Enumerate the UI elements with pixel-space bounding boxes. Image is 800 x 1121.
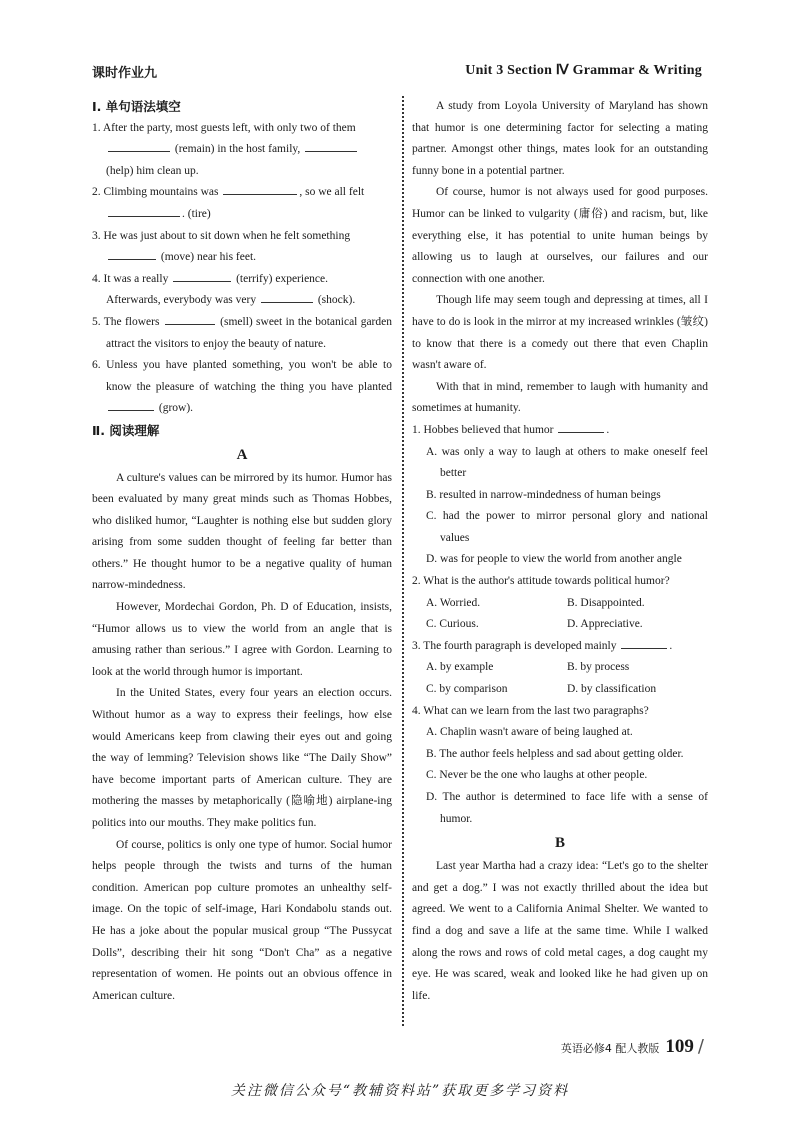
option[interactable]: C. had the power to mirror personal glory and national values xyxy=(426,510,708,544)
option[interactable]: A. Worried. xyxy=(426,596,481,609)
page-number: 109 xyxy=(665,1036,694,1057)
passage-b-label: B xyxy=(554,835,565,852)
part1-title: Ⅰ. 单句语法填空 xyxy=(92,99,181,114)
question-1: 1. Hobbes believed that humor . xyxy=(412,420,708,442)
option[interactable]: D. Appreciative. xyxy=(567,618,643,631)
grammar-item-2: 2. Climbing mountains was , so we all felt . (tire) xyxy=(92,182,392,225)
answer-blank[interactable] xyxy=(305,139,357,152)
option[interactable]: D. The author is determined to face life with a sense of humor. xyxy=(426,791,708,825)
answer-blank[interactable] xyxy=(165,312,215,325)
passage-a-label: A xyxy=(236,446,248,463)
option[interactable]: A. was only a way to laugh at others to make oneself feel better xyxy=(426,445,708,480)
grammar-item-5: 5. The flowers (smell) sweet in the botanical garden attract the visitors to enjoy the beauty of nature. xyxy=(92,312,392,355)
passage-a-paragraph: A culture's values can be mirrored by its humor. Humor has been evaluated by many great minds such as Thomas Hobbes, who disliked humor, “Laughter is nothing else but sudden glory arising from some sudden thought of feeling far better than others.” He thought humor to be a negative quality of human narrow-mindedness. xyxy=(92,471,392,592)
page-header xyxy=(92,62,702,84)
answer-blank[interactable] xyxy=(261,290,313,303)
options-row xyxy=(412,679,708,701)
option[interactable]: D. by classification xyxy=(567,683,657,696)
answer-blank[interactable] xyxy=(108,204,180,217)
answer-blank[interactable] xyxy=(108,398,154,411)
promo-banner: 关注微信公众号“教辅资料站”获取更多学习资料 xyxy=(230,1083,570,1099)
option[interactable]: B. The author feels helpless and sad about getting older. xyxy=(426,747,684,760)
part2-title: Ⅱ. 阅读理解 xyxy=(92,422,160,438)
option[interactable]: D. was for people to view the world from another angle xyxy=(426,553,682,566)
options-row xyxy=(412,614,708,636)
option[interactable]: C. Never be the one who laughs at other people. xyxy=(426,769,648,782)
option[interactable]: B. Disappointed. xyxy=(567,596,645,609)
left-column xyxy=(92,96,392,1007)
passage-a-paragraph: With that in mind, remember to laugh with humanity and sometimes at humanity. xyxy=(412,380,708,415)
question-4: 4. What can we learn from the last two paragraphs? xyxy=(412,704,649,717)
answer-blank[interactable] xyxy=(558,420,604,433)
question-3: 3. The fourth paragraph is developed mainly . xyxy=(412,636,708,658)
column-divider xyxy=(402,96,404,1026)
grammar-item-1: 1. After the party, most guests left, with only two of them (remain) in the host family, (help) him clean up. xyxy=(92,121,356,177)
grammar-item-4: 4. It was a really (terrify) experience. Afterwards, everybody was very (shock). xyxy=(92,269,392,312)
answer-blank[interactable] xyxy=(621,636,667,649)
grammar-item-3: 3. He was just about to sit down when he felt something (move) near his feet. xyxy=(92,229,351,264)
assignment-title: 课时作业九 xyxy=(92,66,158,81)
option[interactable]: C. Curious. xyxy=(426,618,479,631)
options-row xyxy=(412,593,708,615)
answer-blank[interactable] xyxy=(173,269,231,282)
right-column xyxy=(412,96,708,1007)
passage-a-paragraph: Though life may seem tough and depressing at times, all I have to do is look in the mirror at my increased wrinkles (皱纹) to know that there is a comedy out there that even Chaplin wasn't aware of. xyxy=(412,294,708,372)
answer-blank[interactable] xyxy=(108,139,170,152)
option[interactable]: C. by comparison xyxy=(426,683,508,696)
answer-blank[interactable] xyxy=(223,182,297,195)
passage-a-paragraph: In the United States, every four years an election occurs. Without humor as a way to express their feelings, how else would Americans keep from clawing their eyes out and going the way of lemming? Television shows like “The Daily Show” have become important parts of American culture. They are mothering the masses by metaphorically (隐喻地) airplane-ing politics into our mouths. They make politics fun. xyxy=(92,687,392,829)
option[interactable]: A. by example xyxy=(426,661,494,674)
unit-section-title: Unit 3 Section Ⅳ Grammar & Writing xyxy=(465,63,702,78)
option[interactable]: B. resulted in narrow-mindedness of human beings xyxy=(426,488,661,501)
option[interactable]: A. Chaplin wasn't aware of being laughed at. xyxy=(426,726,633,739)
passage-a-paragraph: However, Mordechai Gordon, Ph. D of Education, insists, “Humor allows us to view the world from an angle that is amusing rather than serious.” I agree with Gordon. Learning to look at the world through humor is important. xyxy=(92,601,392,678)
grammar-item-6: 6. Unless you have planted something, you won't be able to know the pleasure of watching the thing you have planted (grow). xyxy=(92,359,392,415)
book-label: 英语必修4 配人教版 xyxy=(560,1042,660,1055)
question-2: 2. What is the author's attitude towards political humor? xyxy=(412,575,670,588)
options-row xyxy=(412,657,708,679)
passage-a-paragraph: A study from Loyola University of Maryland has shown that humor is one determining factor for selecting a mating partner. Amongst other things, mates look for an outstanding funny bone in a potential partner. xyxy=(412,100,708,177)
footer-slash: / xyxy=(697,1036,704,1057)
option[interactable]: B. by process xyxy=(567,661,630,674)
passage-a-paragraph: Of course, politics is only one type of humor. Social humor helps people through the twists and turns of the human condition. American pop culture promotes an unhealthy self-image. On the topic of self-image, Hari Kondabolu stands out. He has a joke about the popular musical group “The Pussycat Dolls”, describing their hit song “Don't Cha” as a negative representation of women. He points out an obvious offence in American culture. xyxy=(92,838,392,1002)
passage-b-paragraph: Last year Martha had a crazy idea: “Let's go to the shelter and get a dog.” I was not exactly thrilled about the idea but agreed. We went to a California Animal Shelter. We wanted to find a dog and save a life at the same time. While I walked along the rows and rows of cold metal cages, a dog caught my eye. He was scared, weak and looked like he had given up on life. xyxy=(412,860,708,1002)
answer-blank[interactable] xyxy=(108,247,156,260)
page-footer xyxy=(561,1036,704,1058)
passage-a-paragraph: Of course, humor is not always used for good purposes. Humor can be linked to vulgarity (庸俗) and racism, but, like everything else, it has potential to unite human beings by allowing us to laugh at ourselves, our failures and our connection with one another. xyxy=(412,186,708,285)
